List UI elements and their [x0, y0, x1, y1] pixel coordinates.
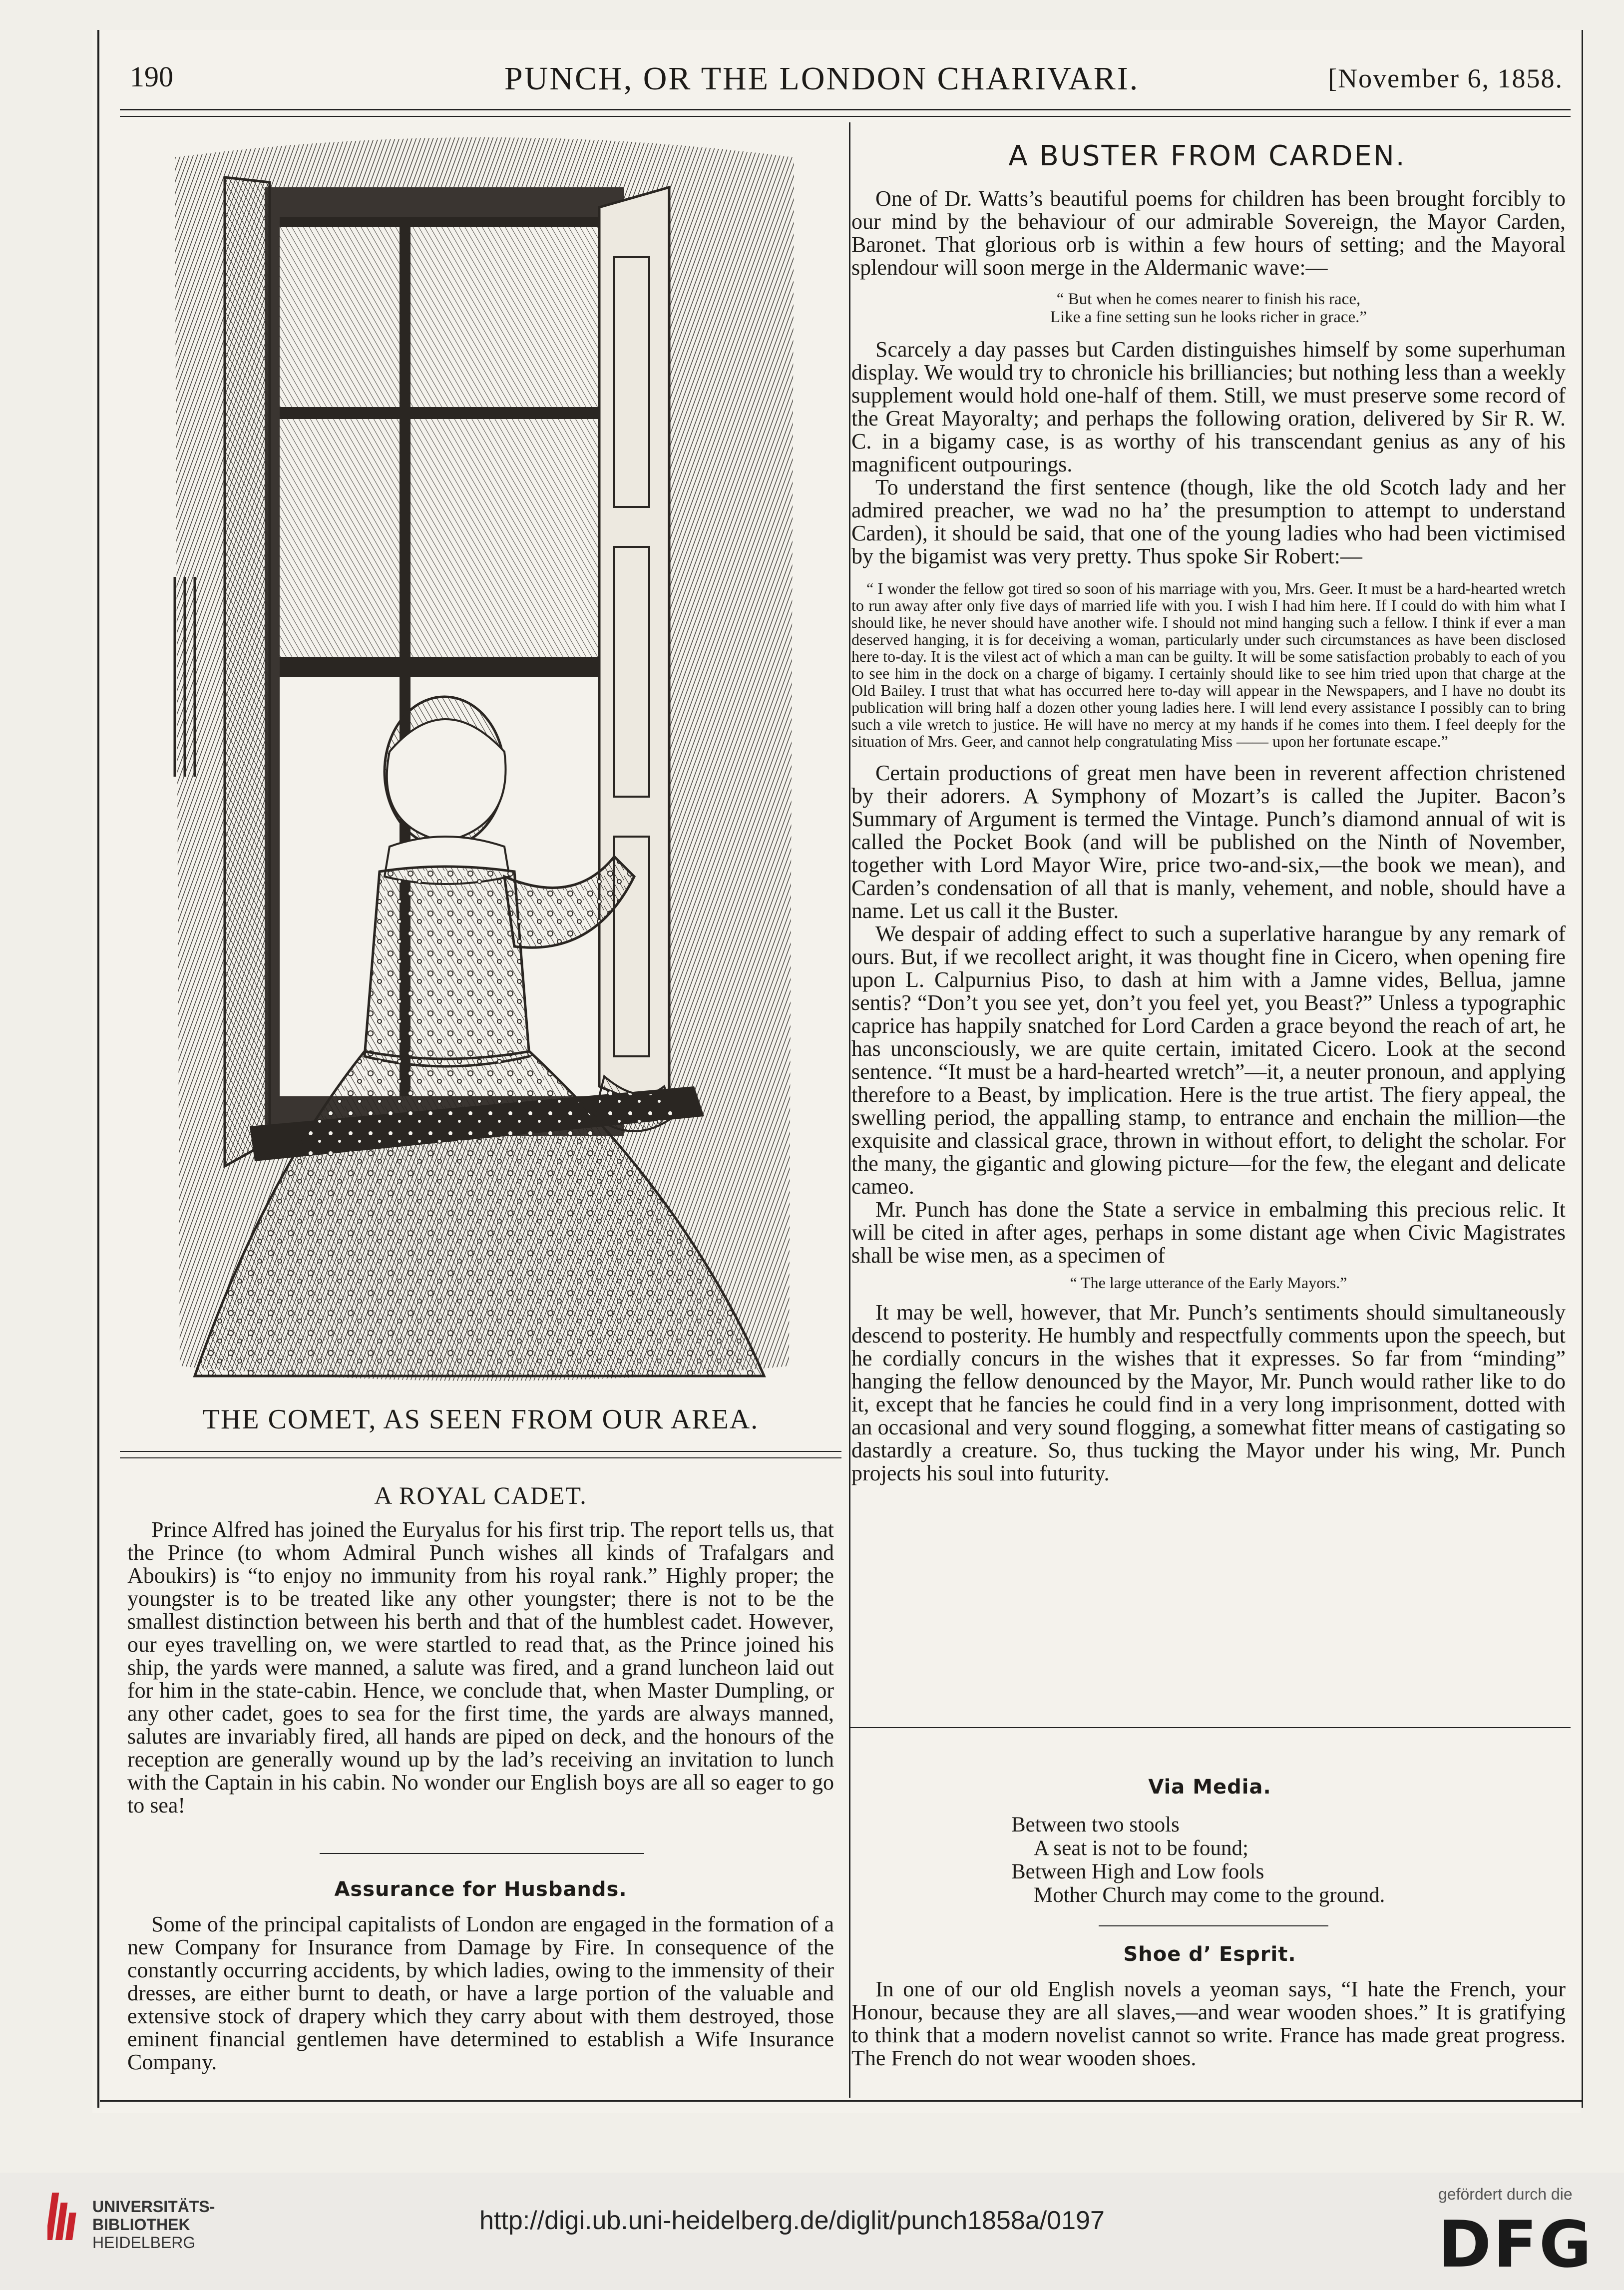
- section-rule: [1099, 1925, 1328, 1926]
- buster-paragraph-4: Certain productions of great men have been in reverent affection christened by their adorers. A Symphony of Mozart’s is called the Jupiter. Bacon’s Summary of Argument is termed the Vintage. Punch’s diamond annual of wit is called the Pocket Book (and will be published on the Ninth of November, together with Lord Mayor Wire, price two-and-six,—the book we mean), and Carden’s condensation of all that is manly, vehement, and noble, should have a name. Let us call it the Buster.: [851, 761, 1566, 923]
- library-logo-icon: [47, 2190, 85, 2245]
- buster-article: [851, 187, 1566, 1485]
- column-divider: [849, 122, 850, 2098]
- buster-paragraph-7: It may be well, however, that Mr. Punch’s sentiments should simultaneously descend to posterity. He humbly and respectfully comments upon the speech, but he cordially concurs in the wishes that it expresses. So far from “minding” hanging the fellow denounced by the Mayor, Mr. Punch would rather like to do it, except that he fancies he could find in a very long imprisonment, dotted with an occasional and very sound flogging, a somewhat fitter means of castigating so dastardly a creature. So, thus tucking the Mayor under his wing, Mr. Punch projects his soul into futurity.: [851, 1300, 1566, 1485]
- buster-paragraph-5: We despair of adding effect to such a superlative harangue by any remark of ours. But, if we recollect aright, it was thought fine in Cicero, when opening fire upon L. Calpurnius Piso, to dash at him with a Jamne vides, Bellua, jamne sentis? “Don’t you see yet, don’t you feel yet, you Beast?” Unless a typographic caprice has happily snatched for Lord Carden a grace beyond the reach of art, he has unconsciously, we are quite certain, imitated Cicero. Look at the second sentence. “It must be a hard-hearted wretch”—it, a neuter pronoun, and applying therefore to a Beast, by implication. Here is the true artist. The fiery appeal, the swelling period, the appalling stamp, to entrance and enchain the million—the exquisite and classical grace, thrown in without effort, to delight the scholar. For the many, the gigantic and glowing picture—for the few, the elegant and delicate cameo.: [851, 921, 1566, 1199]
- shoe-title: Shoe d’ Esprit.: [1123, 1943, 1296, 1966]
- illustration-caption: THE COMET, AS SEEN FROM OUR AREA.: [202, 1404, 759, 1435]
- watts-verse-line-1: “ But when he comes nearer to finish his race,: [1056, 290, 1361, 308]
- via-media-title: Via Media.: [1148, 1776, 1271, 1799]
- library-name: [92, 2198, 215, 2252]
- verse-line: A seat is not to be found;: [1034, 1836, 1248, 1860]
- buster-paragraph-6: Mr. Punch has done the State a service in embalming this precious relic. It will be cited in after ages, perhaps in some distant age when Civic Magistrates shall be wise men, as a specimen of: [851, 1197, 1566, 1268]
- dfg-logo: DFG: [1438, 2208, 1594, 2282]
- library-name-line: UNIVERSITÄTS-: [92, 2198, 215, 2216]
- verse-line: Mother Church may come to the ground.: [1034, 1883, 1385, 1907]
- library-name-line: BIBLIOTHEK: [92, 2216, 190, 2234]
- assurance-article: [127, 1913, 834, 2074]
- carden-speech-quote: “ I wonder the fellow got tired so soon of his marriage with you, Mrs. Geer. It must be a hard-hearted wretch to run away after only five days of married life with you. I wish I had him here. If I could do with him what I should like, he never should have another wife. I should not mind hanging such a fellow. I think if ever a man deserved hanging, it is for deceiving a woman, particularly under such circumstances as have been disclosed here to-day. It is the vilest act of which a man can be guilty. It will be some satisfaction probably to each of you to see him in the dock on a charge of bigamy. I certainly should like to see him tried upon that charge at the Old Bailey. I trust that what has occurred here to-day will appear in the Newspapers, and I have no doubt its publication will bring half a dozen other young ladies here. I will lend every assistance I possibly can to bring such a vile wretch to justice. He will have no mercy at my hands if he comes into them. I feel deeply for the situation of Mrs. Geer, and cannot help congratulating Miss —— upon her fortunate escape.”: [851, 579, 1566, 750]
- early-mayors-quote: “ The large utterance of the Early Mayors.”: [1070, 1274, 1347, 1292]
- buster-title: A BUSTER FROM CARDEN.: [1008, 140, 1406, 172]
- verse-line: Between two stools: [1011, 1813, 1180, 1836]
- shoe-text: In one of our old English novels a yeoman says, “I hate the French, your Honour, because they are all slaves,—and wear wooden shoes.” It is gratifying to think that a modern novelist cannot so write. France has made great progress. The French do not wear wooden shoes.: [851, 1977, 1566, 2070]
- page-number: 190: [130, 60, 173, 93]
- section-rule-secondary: [120, 1457, 841, 1458]
- section-rule: [120, 1451, 841, 1452]
- royal-cadet-text: Prince Alfred has joined the Euryalus for his first trip. The report tells us, that the Prince (to whom Admiral Punch wishes all kinds of Trafalgars and Aboukirs) is “to enjoy no immunity from his royal rank.” Highly proper; the youngster is to be treated like any other youngster; there is not to be the smallest distinction between his berth and that of the humblest cadet. However, our eyes travelling on, we were startled to read that, as the Prince joined his ship, the yards were manned, a salute was fired, and a grand luncheon laid out for him in the state-cabin. Hence, we conclude that, when Master Dumpling, or any other cadet, goes to sea for the first time, the yards are always manned, salutes are invariably fired, all hands are piped on deck, and the honours of the reception are generally wound up by the lad’s receiving an invitation to lunch with the Captain in his cabin. No wonder our English boys are all so eager to go to sea!: [127, 1517, 834, 1818]
- header-rule-secondary: [120, 116, 1571, 117]
- section-rule: [849, 1727, 1571, 1728]
- masthead-title: PUNCH, OR THE LONDON CHARIVARI.: [504, 60, 1140, 97]
- via-media-verse: [1011, 1813, 1385, 1907]
- page-header: [125, 60, 1568, 105]
- buster-paragraph-3: To understand the first sentence (though, like the old Scotch lady and her admired preacher, we wad no ha’ the presumption to attempt to understand Carden), it should be said, that one of the young ladies who had been victimised by the bigamist was very pretty. Thus spoke Sir Robert:—: [851, 475, 1566, 568]
- royal-cadet-article: [127, 1518, 834, 1817]
- issue-date: [November 6, 1858.: [1328, 63, 1563, 93]
- comet-illustration: [165, 127, 804, 1391]
- buster-paragraph-1: One of Dr. Watts’s beautiful poems for children has been brought forcibly to our mind by the behaviour of our admirable Sovereign, the Mayor Carden, Baronet. That glorious orb is within a few hours of setting; and the Mayoral splendour will soon merge in the Aldermanic wave:—: [851, 186, 1566, 280]
- source-url-link[interactable]: http://digi.ub.uni-heidelberg.de/diglit/punch1858a/0197: [479, 2206, 1105, 2235]
- verse-line: Between High and Low fools: [1011, 1860, 1264, 1883]
- library-name-line: HEIDELBERG: [92, 2234, 196, 2252]
- buster-paragraph-2: Scarcely a day passes but Carden distinguishes himself by some superhuman display. We would try to chronicle his brilliancies; but nothing less than a weekly supplement would hold one-half of them. Still, we must preserve some record of the Great Mayoralty; and perhaps the following oration, delivered by Sir R. W. C. in a bigamy case, is as worthy of his transcendant genius as any of his magnificent outpourings.: [851, 337, 1566, 476]
- header-rule: [120, 109, 1571, 110]
- assurance-title: Assurance for Husbands.: [334, 1878, 627, 1901]
- shoe-article: [851, 1978, 1566, 2070]
- watts-verse: [851, 290, 1566, 326]
- royal-cadet-title: A ROYAL CADET.: [374, 1481, 587, 1509]
- sponsor-label: gefördert durch die: [1438, 2185, 1573, 2203]
- assurance-text: Some of the principal capitalists of London are engaged in the formation of a new Company for Insurance from Damage by Fire. In consequence of the constantly occurring accidents, by which ladies, owing to the immensity of their dresses, are either burnt to death, or have a large portion of the valuable and extensive stock of drapery which they carry about with them destroyed, those eminent financial gentlemen have determined to establish a Wife Insurance Company.: [127, 1912, 834, 2074]
- section-rule: [320, 1853, 644, 1854]
- watts-verse-line-2: Like a fine setting sun he looks richer in grace.”: [1050, 308, 1367, 326]
- bottom-rule: [100, 2100, 1583, 2102]
